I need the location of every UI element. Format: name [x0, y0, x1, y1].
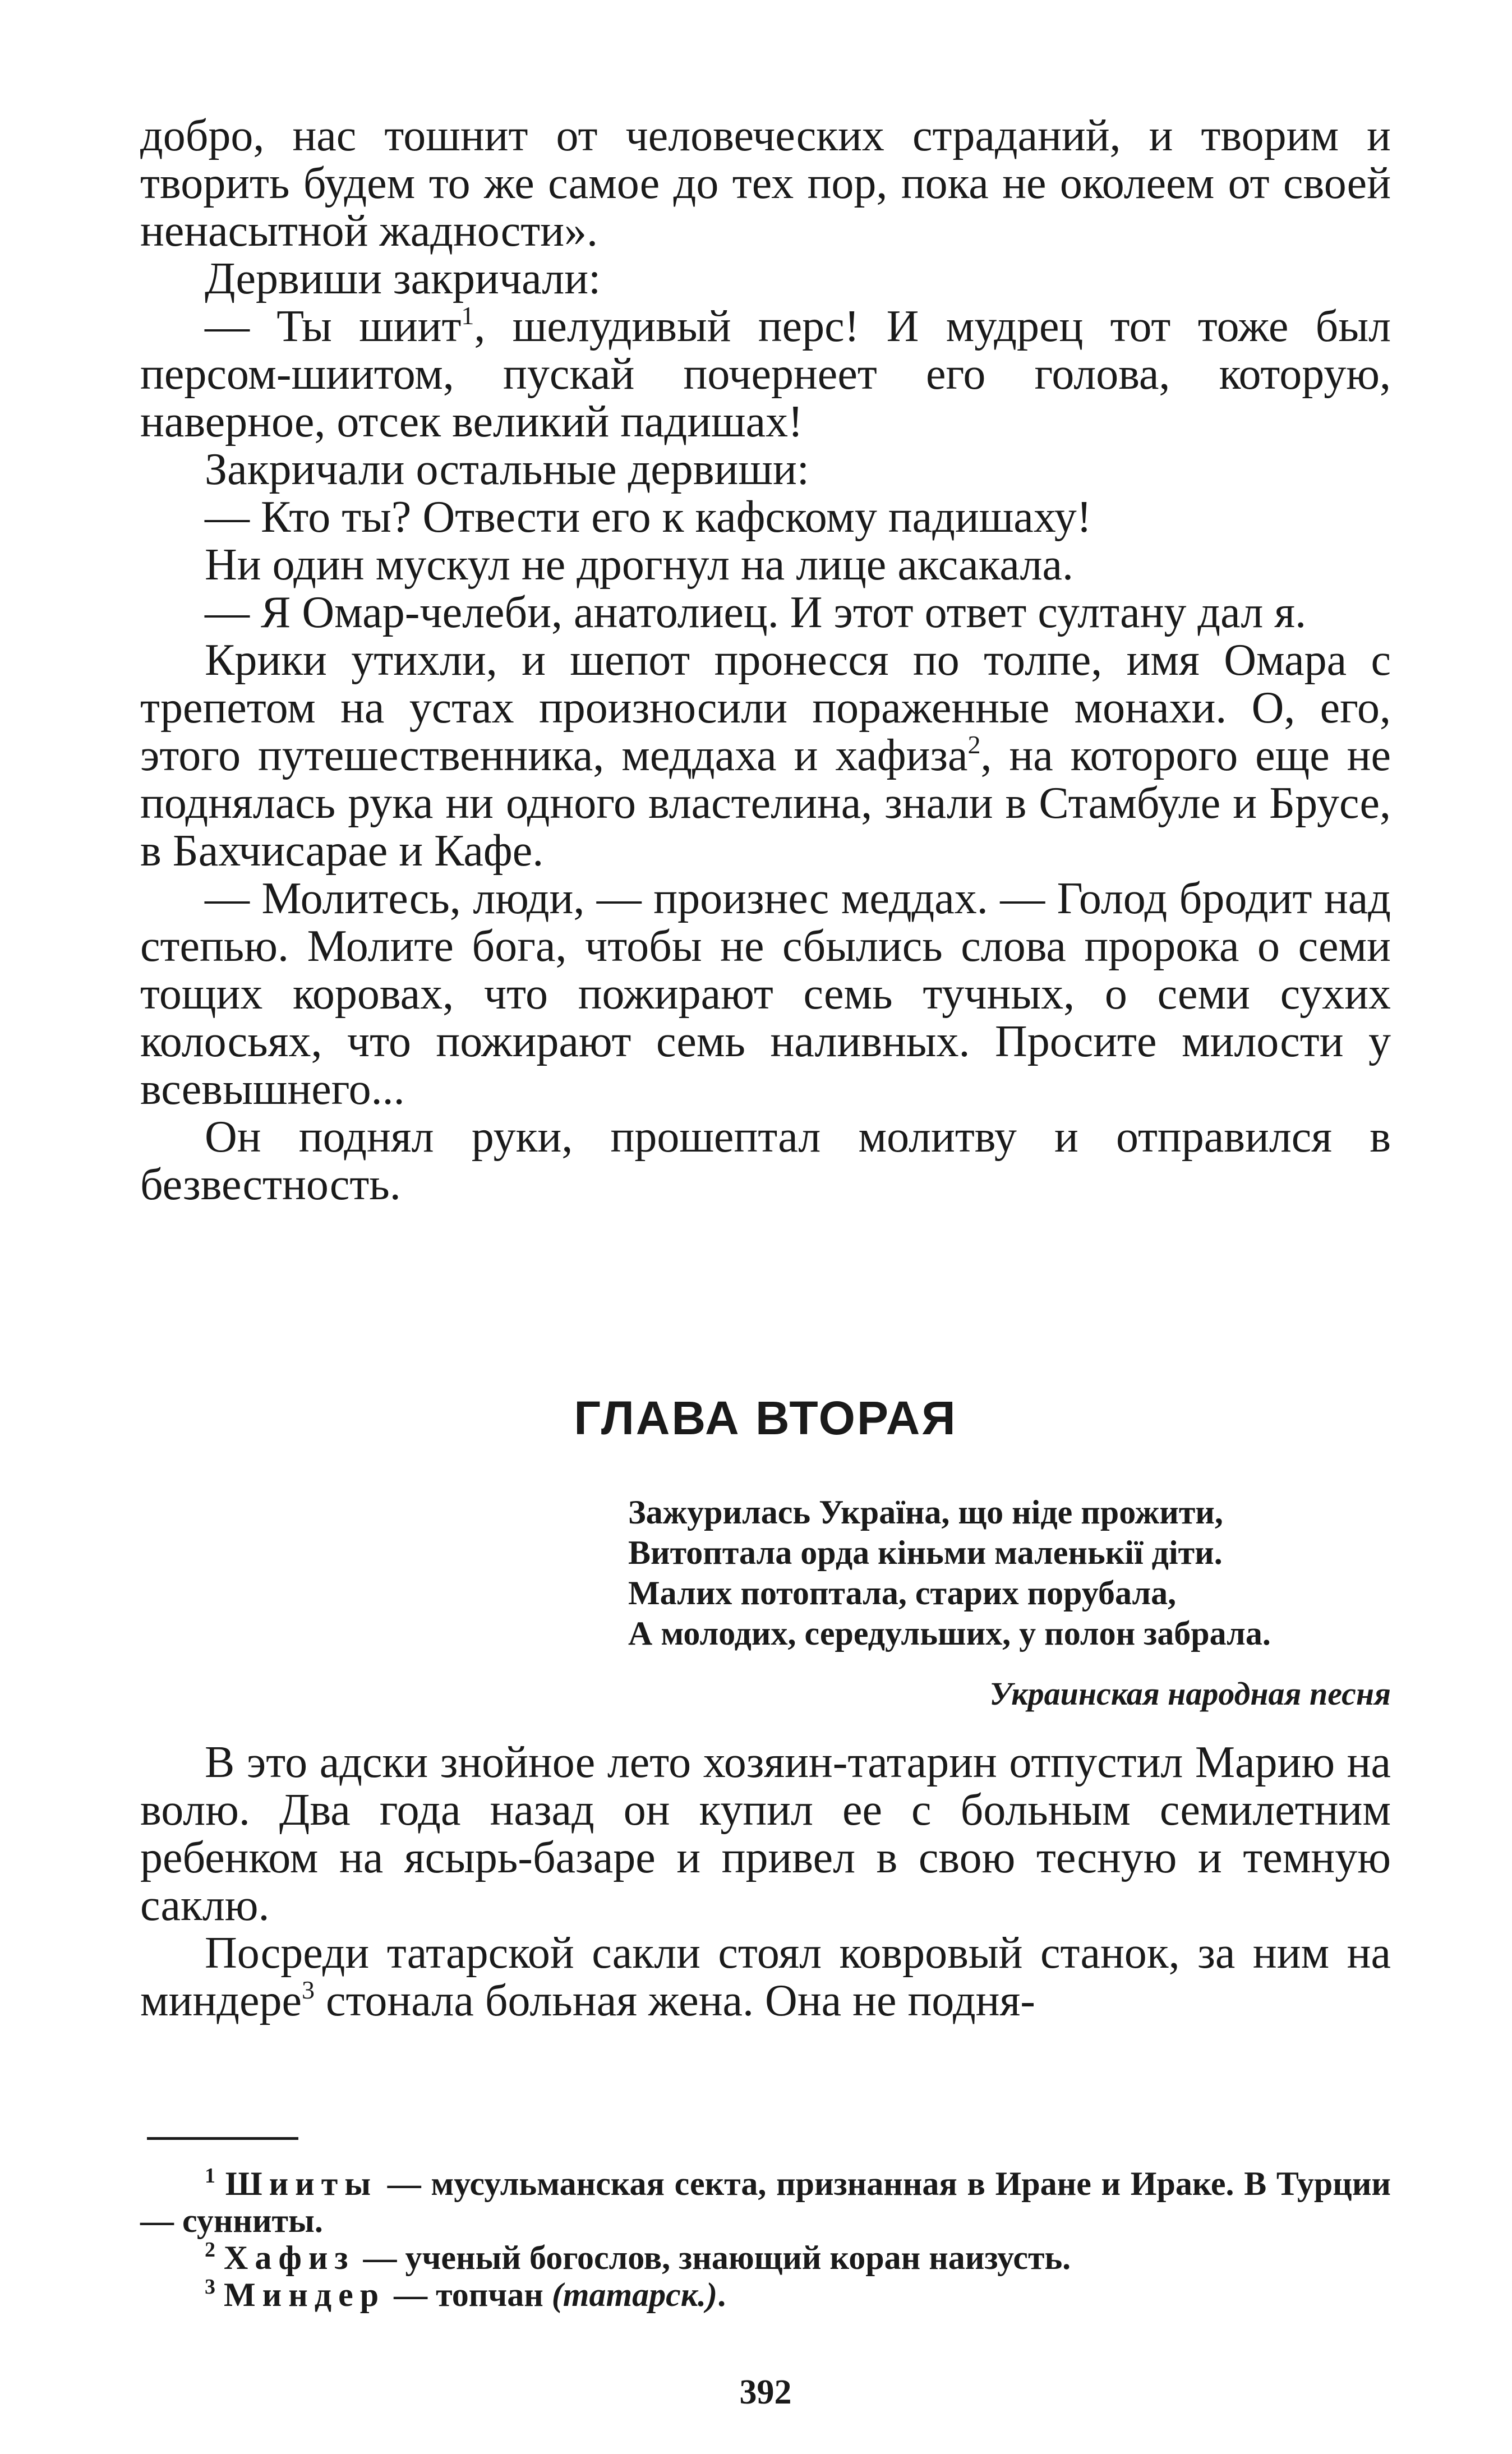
paragraph-4: Закричали остальные дервиши: [205, 445, 810, 494]
footnote-ref-3: 3 [301, 1976, 315, 2004]
chapter-two-text [140, 1739, 1391, 2025]
epigraph-line: Зажурилась Україна, що ніде прожити, [628, 1494, 1223, 1531]
paragraph-10: Он поднял руки, прошептал молитву и отправился в безвестность. [140, 1112, 1391, 1209]
paragraph-8: Крики утихли, и шепот пронесся по толпе, имя Омара с трепетом на устах произносили пораженные монахи. О, его, этого путешественника, меддаха и хафиза$^2$, на которого еще не поднялась рука ни одного властелина, знали в Стамбуле и Брусе, в Бахчисарае и Кафе. [140, 636, 1391, 876]
paragraph-12: Посреди татарской сакли стоял ковровый станок, за ним на миндере$^3$ стонала больная жена. Она не подня- [140, 1928, 1391, 2025]
footnote-term: Шииты [225, 2165, 378, 2202]
paragraph-3: — Ты шиит$^1$, шелудивый перс! И мудрец тот тоже был персом-шиитом, пускай почернеет его голова, которую, наверное, отсек великий падишах! [140, 301, 1391, 446]
paragraph-9: — Молитесь, люди, — произнес меддах. — Голод бродит над степью. Молите бога, чтобы не сбылись слова пророка о семи тощих коровах, что пожирают семь тучных, о семи сухих колосьях, что пожирают семь наливных. Просите милости у всевышнего... [140, 874, 1391, 1114]
paragraph-11: В это адски знойное лето хозяин-татарин отпустил Марию на волю. Два года назад он купил ее с больным семилетним ребенком на ясырь-базаре и привел в свою тесную и темную саклю. [140, 1738, 1391, 1930]
epigraph-line: Витоптала орда кіньми маленькії діти. [628, 1534, 1223, 1571]
epigraph-source: Украинская народная песня [989, 1675, 1391, 1712]
footnote-ref-2: 2 [967, 730, 981, 759]
footnote-divider [147, 2137, 298, 2140]
epigraph-line: Малих потоптала, старих порубала, [628, 1574, 1177, 1612]
chapter-title: ГЛАВА ВТОРАЯ [574, 1392, 957, 1444]
footnotes [140, 2165, 1391, 2313]
paragraph-6: Ни один мускул не дрогнул на лице аксакала. [205, 540, 1073, 590]
epigraph [628, 1492, 1391, 1712]
paragraph-5: — Кто ты? Отвести его к кафскому падишаху! [205, 492, 1092, 542]
footnote-1: $^1$ Шииты — мусульманская секта, признанная в Иране и Ираке. В Турции — сунниты. [140, 2164, 1391, 2239]
footnote-ref-1: 1 [461, 301, 474, 330]
paragraph-1: добро, нас тошнит от человеческих страданий, и творим и творить будем то же самое до тех пор, пока не околеем от своей ненасытной жадности». [140, 111, 1391, 256]
footnote-term: Миндер [224, 2276, 386, 2313]
footnote-2: $^2$ Хафиз — ученый богослов, знающий коран наизусть. [205, 2238, 1071, 2276]
epigraph-line: А молодих, середульших, у полон забрала. [628, 1615, 1271, 1652]
paragraph-2: Дервиши закричали: [205, 254, 601, 303]
footnote-3: $^3$ Миндер — топчан (татарск.). [205, 2275, 726, 2313]
paragraph-7: — Я Омар-челеби, анатолиец. И этот ответ султану дал я. [205, 588, 1307, 637]
footnote-term: Хафиз [224, 2239, 355, 2276]
page-number: 392 [739, 2373, 792, 2411]
previous-chapter-text [140, 112, 1391, 1209]
